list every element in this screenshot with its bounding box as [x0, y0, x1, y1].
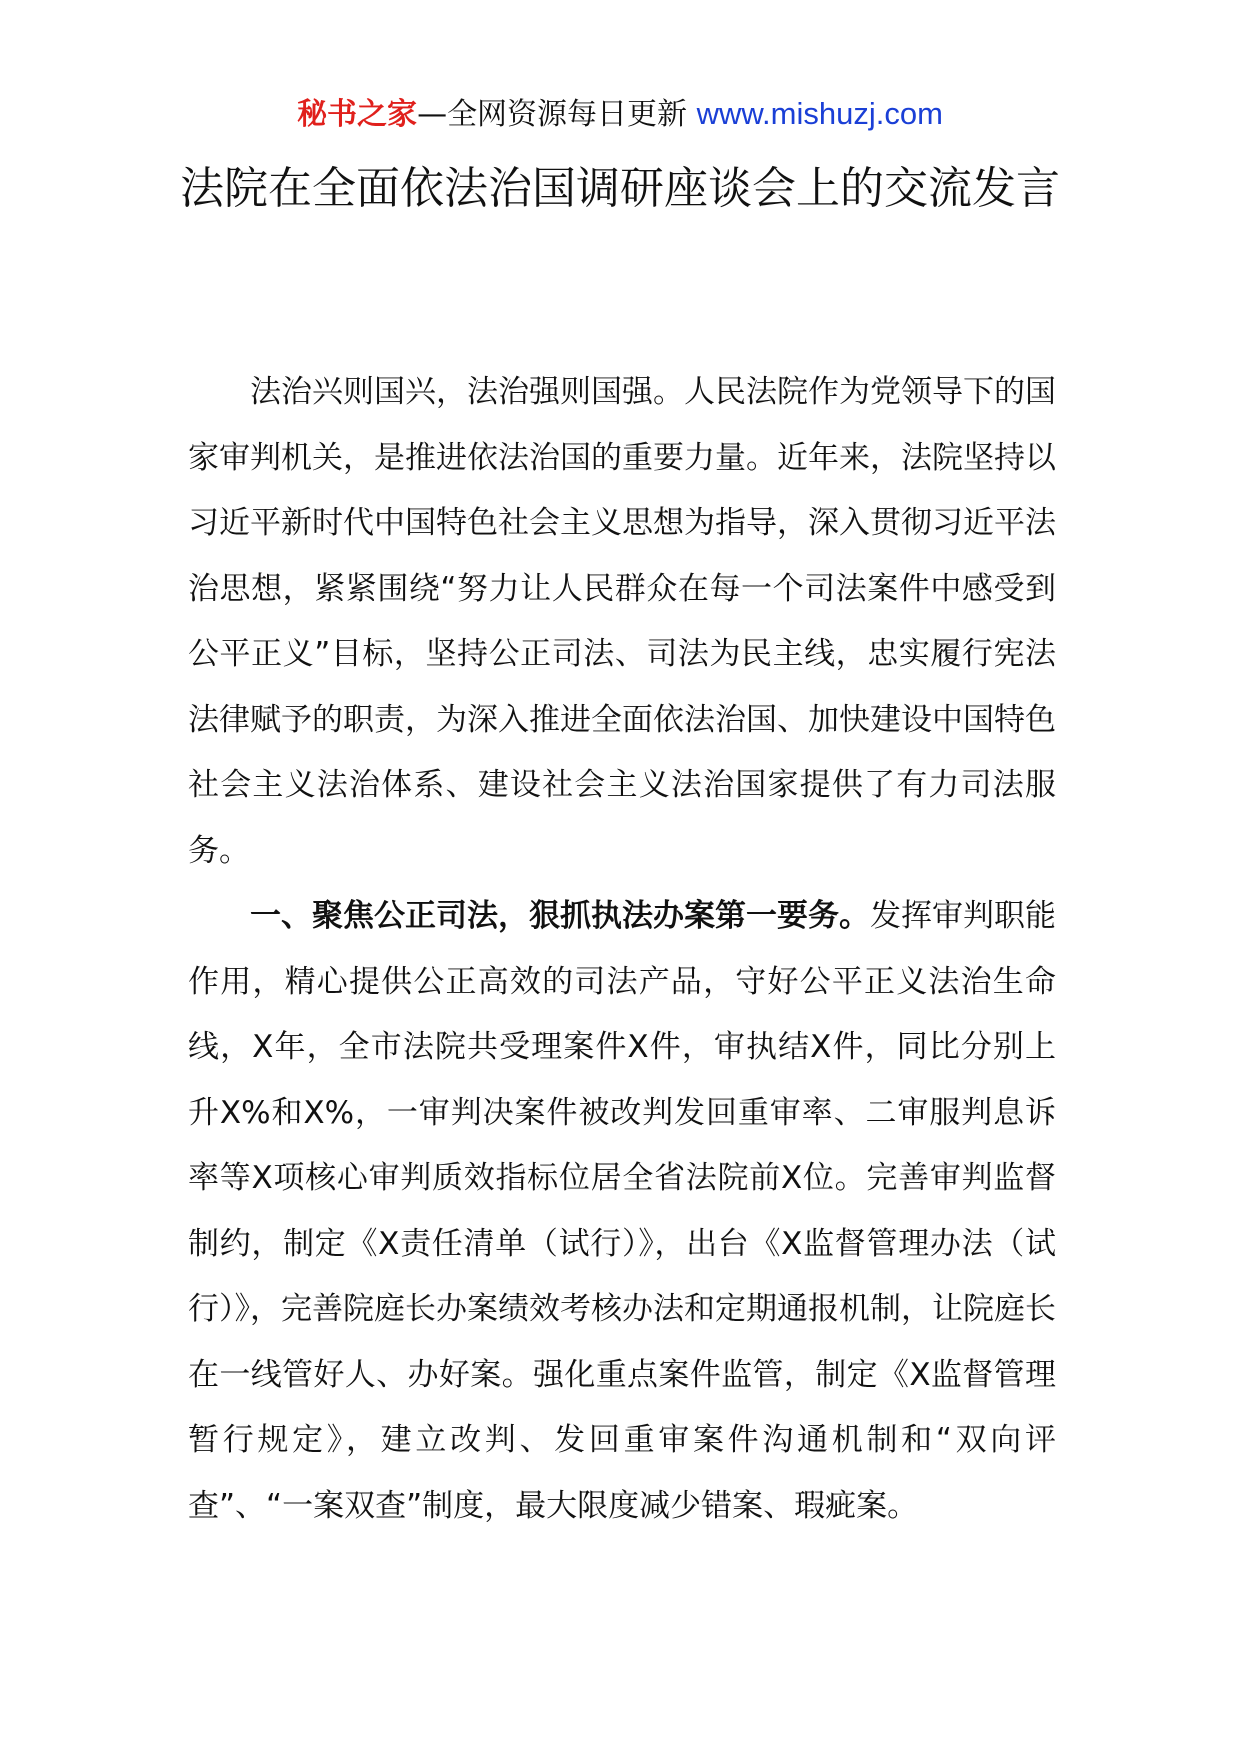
section-one-heading: 一、聚焦公正司法，狠抓执法办案第一要务。 [250, 898, 870, 934]
document-title: 法院在全面依法治国调研座谈会上的交流发言 [180, 163, 1060, 214]
intro-paragraph-text: 法治兴则国兴，法治强则国强。人民法院作为党领导下的国家审判机关，是推进依法治国的重要力量。近年来，法院坚持以习近平新时代中国特色社会主义思想为指导，深入贯彻习近平法治思想，紧紧围绕“努力让人民群众在每一个司法案件中感受到公平正义”目标，坚持公正司法、司法为民主线，忠实履行宪法法律赋予的职责，为深入推进全面依法治国、加快建设中国特色社会主义法治体系、建设社会主义法治国家提供了有力司法服务。 [188, 374, 1056, 869]
banner-tagline: —全网资源每日更新 [417, 97, 688, 132]
document-body [188, 360, 1056, 1539]
site-banner [0, 94, 1240, 135]
section-one-paragraph [188, 884, 1056, 1539]
intro-paragraph [188, 360, 1056, 884]
brand-name: 秘书之家 [297, 97, 418, 132]
section-one-text: 发挥审判职能作用，精心提供公正高效的司法产品，守好公平正义法治生命线，X年，全市法院共受理案件X件，审执结X件，同比分别上升X%和X%，一审判决案件被改判发回重审率、二审服判息诉率等X项核心审判质效指标位居全省法院前X位。完善审判监督制约，制定《X责任清单（试行）》，出台《X监督管理办法（试行）》，完善院庭长办案绩效考核办法和定期通报机制，让院庭长在一线管好人、办好案。强化重点案件监管，制定《X监督管理暂行规定》，建立改判、发回重审案件沟通机制和“双向评查”、“一案双查”制度，最大限度减少错案、瑕疵案。 [188, 898, 1056, 1524]
site-url-link[interactable]: www.mishuzj.com [696, 96, 943, 131]
